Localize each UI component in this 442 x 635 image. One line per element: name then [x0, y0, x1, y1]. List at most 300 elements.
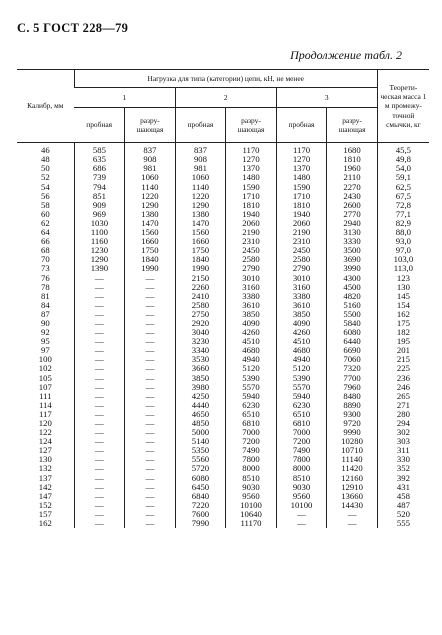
- type2-proof-cell: 5000: [175, 428, 226, 437]
- calibre-cell: 132: [38, 463, 52, 474]
- calibre-cell: 102: [38, 363, 52, 374]
- type3-breaking-cell: 3990: [327, 264, 378, 273]
- type2-breaking-cell: 6510: [226, 410, 277, 419]
- table-row: [17, 419, 429, 428]
- table-row: [17, 173, 429, 182]
- mass-cell: 175: [377, 319, 429, 328]
- type3-proof-cell: 4680: [276, 346, 327, 355]
- type3-breaking-cell: 14430: [327, 501, 378, 510]
- table-row: [17, 273, 429, 282]
- type3-breaking-cell: 9720: [327, 419, 378, 428]
- calibre-cell: 120: [38, 418, 52, 428]
- mass-cell: 145: [377, 292, 429, 301]
- mass-cell: 182: [377, 328, 429, 337]
- type3-breaking-cell: 4500: [327, 282, 378, 291]
- calibre-cell: 81: [40, 290, 50, 301]
- type1-breaking-cell: 1840: [125, 255, 176, 264]
- mass-cell: 123: [377, 273, 429, 282]
- type3-proof-cell: 4090: [276, 319, 327, 328]
- type1-breaking-cell: —: [125, 373, 176, 382]
- type2-breaking-cell: 5570: [226, 382, 277, 391]
- type1-proof-cell: 739: [74, 173, 125, 182]
- type3-breaking-cell: 9990: [327, 428, 378, 437]
- type1-breaking-cell: 1380: [125, 210, 176, 219]
- type3-breaking-cell: 12160: [327, 473, 378, 482]
- type1-proof-cell: —: [74, 273, 125, 282]
- type2-breaking-cell: 7000: [226, 428, 277, 437]
- type2-breaking-cell: 2190: [226, 228, 277, 237]
- type3-breaking-cell: 7060: [327, 355, 378, 364]
- type3-breaking-cell: 6080: [327, 328, 378, 337]
- type1-breaking-cell: —: [125, 355, 176, 364]
- type2-breaking-cell: 4510: [226, 337, 277, 346]
- type1-proof-cell: 1100: [74, 228, 125, 237]
- type1-proof-cell: —: [74, 501, 125, 510]
- type3-breaking-cell: 9300: [327, 410, 378, 419]
- type3-breaking-cell: 7960: [327, 382, 378, 391]
- type1-proof-cell: —: [74, 446, 125, 455]
- type1-proof-cell: —: [74, 382, 125, 391]
- type1-breaking-cell: 1290: [125, 201, 176, 210]
- type2-breaking-cell: 2580: [226, 255, 277, 264]
- calibre-cell: 56: [40, 190, 50, 201]
- type2-breaking-cell: 1270: [226, 155, 277, 164]
- type1-proof-cell: —: [74, 292, 125, 301]
- mass-cell: 113,0: [377, 264, 429, 273]
- type2-proof-cell: 3660: [175, 364, 226, 373]
- breaking-load-header: разру- шающая: [226, 108, 277, 143]
- type3-breaking-cell: 4820: [327, 292, 378, 301]
- type-1-header: 1: [74, 88, 175, 108]
- type2-breaking-cell: 5390: [226, 373, 277, 382]
- type2-breaking-cell: 1710: [226, 191, 277, 200]
- type1-proof-cell: 585: [74, 143, 125, 156]
- table-row: [17, 410, 429, 419]
- type3-breaking-cell: 10280: [327, 437, 378, 446]
- type1-breaking-cell: 1660: [125, 237, 176, 246]
- table-row: [17, 473, 429, 482]
- type1-breaking-cell: —: [125, 446, 176, 455]
- type2-proof-cell: 4650: [175, 410, 226, 419]
- type2-breaking-cell: 3160: [226, 282, 277, 291]
- mass-cell: 271: [377, 401, 429, 410]
- type2-breaking-cell: 5120: [226, 364, 277, 373]
- table-body: [17, 143, 429, 528]
- calibre-cell: 50: [40, 163, 50, 174]
- mass-cell: 195: [377, 337, 429, 346]
- type1-proof-cell: —: [74, 301, 125, 310]
- type2-breaking-cell: 8000: [226, 464, 277, 473]
- type2-breaking-cell: 4090: [226, 319, 277, 328]
- type3-proof-cell: 5390: [276, 373, 327, 382]
- type2-breaking-cell: 7200: [226, 437, 277, 446]
- type1-breaking-cell: 1560: [125, 228, 176, 237]
- type1-proof-cell: —: [74, 401, 125, 410]
- type1-breaking-cell: —: [125, 455, 176, 464]
- type2-breaking-cell: 6230: [226, 401, 277, 410]
- type3-proof-cell: 1270: [276, 155, 327, 164]
- mass-cell: 311: [377, 446, 429, 455]
- type2-breaking-cell: 1810: [226, 201, 277, 210]
- type3-proof-cell: 1480: [276, 173, 327, 182]
- mass-cell: 67,5: [377, 191, 429, 200]
- type2-proof-cell: 2920: [175, 319, 226, 328]
- table-row: [17, 482, 429, 491]
- table-row: [17, 219, 429, 228]
- type3-proof-cell: 2450: [276, 246, 327, 255]
- type2-breaking-cell: 3380: [226, 292, 277, 301]
- type1-proof-cell: —: [74, 419, 125, 428]
- mass-cell: 103,0: [377, 255, 429, 264]
- type1-breaking-cell: —: [125, 364, 176, 373]
- type1-proof-cell: —: [74, 337, 125, 346]
- calibre-header: Калибр, мм: [17, 70, 74, 143]
- table-row: [17, 237, 429, 246]
- mass-cell: 392: [377, 473, 429, 482]
- type2-breaking-cell: 1480: [226, 173, 277, 182]
- type2-proof-cell: 4440: [175, 401, 226, 410]
- mass-cell: 162: [377, 310, 429, 319]
- calibre-cell: 70: [40, 254, 50, 265]
- calibre-cell: 137: [38, 472, 52, 483]
- type1-proof-cell: —: [74, 282, 125, 291]
- type1-proof-cell: —: [74, 428, 125, 437]
- type3-proof-cell: 7000: [276, 428, 327, 437]
- mass-cell: 236: [377, 373, 429, 382]
- type1-breaking-cell: —: [125, 273, 176, 282]
- mass-cell: 62,5: [377, 182, 429, 191]
- type3-breaking-cell: —: [327, 510, 378, 519]
- type2-proof-cell: 1290: [175, 201, 226, 210]
- page-header: С. 5 ГОСТ 228—79: [17, 21, 129, 35]
- mass-cell: 49,8: [377, 155, 429, 164]
- type3-breaking-cell: —: [327, 519, 378, 528]
- type1-proof-cell: 909: [74, 201, 125, 210]
- calibre-cell: 46: [40, 145, 50, 156]
- type2-proof-cell: 1660: [175, 237, 226, 246]
- mass-cell: 555: [377, 519, 429, 528]
- type2-breaking-cell: 10640: [226, 510, 277, 519]
- type3-proof-cell: 9560: [276, 492, 327, 501]
- type3-breaking-cell: 3690: [327, 255, 378, 264]
- type3-breaking-cell: 3330: [327, 237, 378, 246]
- type1-proof-cell: —: [74, 492, 125, 501]
- type3-proof-cell: 3160: [276, 282, 327, 291]
- calibre-cell: 111: [39, 390, 52, 401]
- type3-proof-cell: 9030: [276, 482, 327, 491]
- proof-load-header: пробная: [74, 108, 125, 143]
- table-row: [17, 191, 429, 200]
- proof-load-header: пробная: [175, 108, 226, 143]
- calibre-cell: 84: [40, 299, 50, 310]
- type3-proof-cell: 8000: [276, 464, 327, 473]
- type2-breaking-cell: 2060: [226, 219, 277, 228]
- mass-cell: 330: [377, 455, 429, 464]
- type3-breaking-cell: 3130: [327, 228, 378, 237]
- type1-proof-cell: —: [74, 473, 125, 482]
- type2-breaking-cell: 9560: [226, 492, 277, 501]
- type2-proof-cell: 2150: [175, 273, 226, 282]
- type1-proof-cell: 794: [74, 182, 125, 191]
- type1-breaking-cell: —: [125, 346, 176, 355]
- type3-proof-cell: 3010: [276, 273, 327, 282]
- type2-breaking-cell: 8510: [226, 473, 277, 482]
- type1-breaking-cell: —: [125, 337, 176, 346]
- type3-proof-cell: 3850: [276, 310, 327, 319]
- type2-proof-cell: 837: [175, 143, 226, 156]
- type1-breaking-cell: —: [125, 473, 176, 482]
- table-row: [17, 392, 429, 401]
- table-row: [17, 364, 429, 373]
- type2-proof-cell: 4850: [175, 419, 226, 428]
- type2-proof-cell: 3230: [175, 337, 226, 346]
- type3-breaking-cell: 2270: [327, 182, 378, 191]
- table-row: [17, 373, 429, 382]
- type-3-header: 3: [276, 88, 377, 108]
- type3-proof-cell: 10100: [276, 501, 327, 510]
- type2-breaking-cell: 4680: [226, 346, 277, 355]
- type1-breaking-cell: —: [125, 382, 176, 391]
- type2-breaking-cell: 7490: [226, 446, 277, 455]
- mass-cell: 303: [377, 437, 429, 446]
- type1-breaking-cell: —: [125, 464, 176, 473]
- type2-breaking-cell: 11170: [226, 519, 277, 528]
- table-row: [17, 382, 429, 391]
- type2-breaking-cell: 5940: [226, 392, 277, 401]
- type3-proof-cell: 1170: [276, 143, 327, 156]
- type3-proof-cell: 7200: [276, 437, 327, 446]
- type2-proof-cell: 5720: [175, 464, 226, 473]
- type1-proof-cell: 1160: [74, 237, 125, 246]
- type3-proof-cell: —: [276, 510, 327, 519]
- type2-proof-cell: 1840: [175, 255, 226, 264]
- type2-proof-cell: 981: [175, 164, 226, 173]
- type2-proof-cell: 3530: [175, 355, 226, 364]
- calibre-cell: 76: [40, 272, 50, 283]
- type1-proof-cell: 1290: [74, 255, 125, 264]
- type3-breaking-cell: 2110: [327, 173, 378, 182]
- type1-proof-cell: —: [74, 328, 125, 337]
- type2-breaking-cell: 3610: [226, 301, 277, 310]
- type3-breaking-cell: 1960: [327, 164, 378, 173]
- type3-proof-cell: 2580: [276, 255, 327, 264]
- type3-proof-cell: 1810: [276, 201, 327, 210]
- mass-header: Теорети- ческая масса 1 м промежу- точной смычки, кг: [377, 70, 429, 143]
- table-row: [17, 328, 429, 337]
- type1-breaking-cell: 1470: [125, 219, 176, 228]
- type1-proof-cell: —: [74, 482, 125, 491]
- type1-proof-cell: —: [74, 455, 125, 464]
- table-row: [17, 155, 429, 164]
- table-row: [17, 492, 429, 501]
- calibre-cell: 162: [38, 518, 52, 529]
- type2-proof-cell: 2580: [175, 301, 226, 310]
- table-row: [17, 246, 429, 255]
- table-row: [17, 346, 429, 355]
- mass-cell: 520: [377, 510, 429, 519]
- type1-breaking-cell: —: [125, 310, 176, 319]
- table-row: [17, 292, 429, 301]
- type2-proof-cell: 1060: [175, 173, 226, 182]
- calibre-cell: 62: [40, 217, 50, 228]
- mass-cell: 458: [377, 492, 429, 501]
- type2-breaking-cell: 3010: [226, 273, 277, 282]
- type3-proof-cell: 1940: [276, 210, 327, 219]
- type3-proof-cell: 6510: [276, 410, 327, 419]
- type3-proof-cell: 7490: [276, 446, 327, 455]
- load-group-header: Нагрузка для типа (категории) цепи, кН, не менее: [74, 70, 377, 88]
- type2-breaking-cell: 4940: [226, 355, 277, 364]
- type1-proof-cell: —: [74, 392, 125, 401]
- calibre-cell: 87: [40, 308, 50, 319]
- type2-breaking-cell: 2310: [226, 237, 277, 246]
- type1-breaking-cell: 981: [125, 164, 176, 173]
- type2-proof-cell: 5560: [175, 455, 226, 464]
- type2-proof-cell: 3340: [175, 346, 226, 355]
- type3-breaking-cell: 7320: [327, 364, 378, 373]
- type2-proof-cell: 5350: [175, 446, 226, 455]
- table-row: [17, 164, 429, 173]
- calibre-cell: 114: [38, 399, 52, 410]
- type2-proof-cell: 7990: [175, 519, 226, 528]
- type3-proof-cell: 1590: [276, 182, 327, 191]
- type3-proof-cell: 4940: [276, 355, 327, 364]
- table-continuation-label: Продолжение табл. 2: [290, 48, 402, 62]
- type2-proof-cell: 6450: [175, 482, 226, 491]
- type1-proof-cell: —: [74, 510, 125, 519]
- type2-breaking-cell: 10100: [226, 501, 277, 510]
- table-row: [17, 264, 429, 273]
- calibre-cell: 117: [38, 408, 52, 419]
- type2-breaking-cell: 2450: [226, 246, 277, 255]
- type2-proof-cell: 3980: [175, 382, 226, 391]
- type2-breaking-cell: 1590: [226, 182, 277, 191]
- type1-breaking-cell: —: [125, 410, 176, 419]
- type3-breaking-cell: 5500: [327, 310, 378, 319]
- type1-proof-cell: —: [74, 346, 125, 355]
- calibre-cell: 124: [38, 436, 52, 447]
- type1-proof-cell: —: [74, 355, 125, 364]
- table-row: [17, 510, 429, 519]
- table-row: [17, 228, 429, 237]
- calibre-cell: 73: [40, 263, 50, 274]
- type2-breaking-cell: 3850: [226, 310, 277, 319]
- type3-breaking-cell: 5160: [327, 301, 378, 310]
- type1-proof-cell: 686: [74, 164, 125, 173]
- type3-breaking-cell: 6690: [327, 346, 378, 355]
- type1-breaking-cell: 1750: [125, 246, 176, 255]
- calibre-cell: 97: [40, 345, 50, 356]
- mass-cell: 246: [377, 382, 429, 391]
- type1-proof-cell: —: [74, 437, 125, 446]
- calibre-cell: 52: [40, 172, 50, 183]
- type3-breaking-cell: 13660: [327, 492, 378, 501]
- type3-breaking-cell: 1680: [327, 143, 378, 156]
- calibre-cell: 68: [40, 245, 50, 256]
- calibre-cell: 105: [38, 372, 52, 383]
- type3-proof-cell: 2060: [276, 219, 327, 228]
- type3-proof-cell: 7800: [276, 455, 327, 464]
- calibre-cell: 66: [40, 236, 50, 247]
- mass-cell: 45,5: [377, 143, 429, 156]
- table-row: [17, 446, 429, 455]
- type3-breaking-cell: 4300: [327, 273, 378, 282]
- type3-proof-cell: 1710: [276, 191, 327, 200]
- mass-cell: 487: [377, 501, 429, 510]
- calibre-cell: 107: [38, 381, 52, 392]
- type1-breaking-cell: —: [125, 510, 176, 519]
- table-row: [17, 355, 429, 364]
- type2-proof-cell: 6840: [175, 492, 226, 501]
- type1-proof-cell: 1230: [74, 246, 125, 255]
- table-row: [17, 143, 429, 156]
- type1-proof-cell: —: [74, 519, 125, 528]
- type1-breaking-cell: —: [125, 282, 176, 291]
- type2-proof-cell: 2260: [175, 282, 226, 291]
- type3-breaking-cell: 10710: [327, 446, 378, 455]
- calibre-cell: 130: [38, 454, 52, 465]
- table-row: [17, 182, 429, 191]
- type1-breaking-cell: —: [125, 492, 176, 501]
- type1-proof-cell: 1390: [74, 264, 125, 273]
- type2-breaking-cell: 6810: [226, 419, 277, 428]
- calibre-cell: 90: [40, 317, 50, 328]
- mass-cell: 130: [377, 282, 429, 291]
- type1-breaking-cell: —: [125, 401, 176, 410]
- type1-proof-cell: 635: [74, 155, 125, 164]
- calibre-cell: 92: [40, 327, 50, 338]
- type3-proof-cell: 6810: [276, 419, 327, 428]
- type2-breaking-cell: 1940: [226, 210, 277, 219]
- type1-breaking-cell: —: [125, 292, 176, 301]
- mass-cell: 265: [377, 392, 429, 401]
- table-row: [17, 301, 429, 310]
- table-row: [17, 255, 429, 264]
- type1-breaking-cell: —: [125, 419, 176, 428]
- mass-cell: 280: [377, 410, 429, 419]
- table-row: [17, 310, 429, 319]
- mass-cell: 154: [377, 301, 429, 310]
- type2-proof-cell: 1990: [175, 264, 226, 273]
- mass-cell: 88,0: [377, 228, 429, 237]
- table-row: [17, 519, 429, 528]
- type2-breaking-cell: 7800: [226, 455, 277, 464]
- type2-proof-cell: 1560: [175, 228, 226, 237]
- mass-cell: 215: [377, 355, 429, 364]
- type3-breaking-cell: 6440: [327, 337, 378, 346]
- type1-proof-cell: —: [74, 364, 125, 373]
- type1-breaking-cell: —: [125, 482, 176, 491]
- type3-proof-cell: 4260: [276, 328, 327, 337]
- type1-breaking-cell: 1140: [125, 182, 176, 191]
- calibre-cell: 64: [40, 227, 50, 238]
- type2-proof-cell: 1470: [175, 219, 226, 228]
- type1-proof-cell: —: [74, 319, 125, 328]
- table-row: [17, 464, 429, 473]
- calibre-cell: 48: [40, 154, 50, 165]
- calibre-cell: 54: [40, 181, 50, 192]
- type3-breaking-cell: 2600: [327, 201, 378, 210]
- type3-breaking-cell: 2770: [327, 210, 378, 219]
- type2-proof-cell: 2750: [175, 310, 226, 319]
- type3-breaking-cell: 11140: [327, 455, 378, 464]
- mass-cell: 302: [377, 428, 429, 437]
- type3-breaking-cell: 5840: [327, 319, 378, 328]
- type3-breaking-cell: 2940: [327, 219, 378, 228]
- table-row: [17, 337, 429, 346]
- type3-proof-cell: 4510: [276, 337, 327, 346]
- table-row: [17, 401, 429, 410]
